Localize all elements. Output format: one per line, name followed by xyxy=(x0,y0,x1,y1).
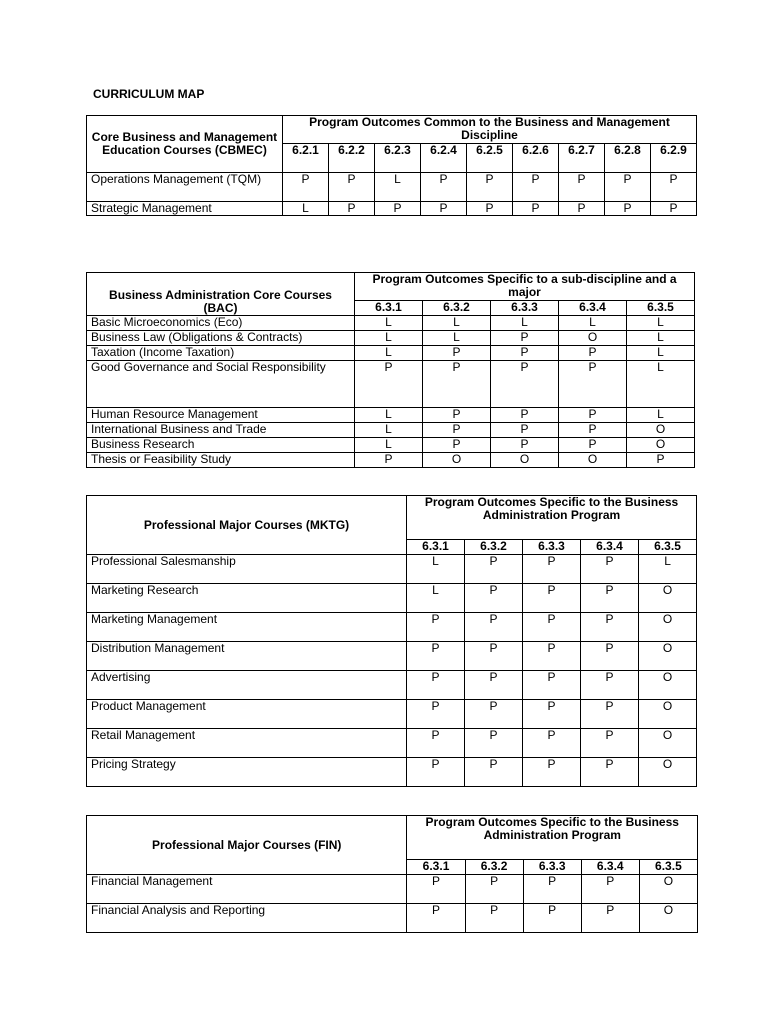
outcome-header: Program Outcomes Specific to the Business Administration Program xyxy=(407,496,697,540)
outcome-cell: L xyxy=(355,331,423,346)
col-header: 6.3.3 xyxy=(523,540,581,555)
outcome-cell: P xyxy=(329,202,375,216)
outcome-cell: P xyxy=(523,875,581,904)
fin-table xyxy=(86,815,698,933)
outcome-cell: O xyxy=(639,758,697,787)
course-name: Pricing Strategy xyxy=(87,758,407,787)
table-row xyxy=(87,584,697,613)
course-name: Marketing Research xyxy=(87,584,407,613)
outcome-cell: P xyxy=(605,202,651,216)
course-name: Operations Management (TQM) xyxy=(87,173,283,202)
outcome-cell: P xyxy=(465,671,523,700)
course-name: Good Governance and Social Responsibility xyxy=(87,361,355,408)
course-name: Marketing Management xyxy=(87,613,407,642)
outcome-cell: P xyxy=(465,875,523,904)
table-row xyxy=(87,361,695,408)
outcome-cell: P xyxy=(581,642,639,671)
bac-table xyxy=(86,272,695,468)
col-header: 6.3.1 xyxy=(407,540,465,555)
table-row xyxy=(87,671,697,700)
outcome-cell: P xyxy=(581,904,639,933)
outcome-cell: P xyxy=(423,361,491,408)
table-row xyxy=(87,173,697,202)
outcome-cell: P xyxy=(651,202,697,216)
outcome-cell: P xyxy=(523,584,581,613)
outcome-cell: P xyxy=(407,671,465,700)
course-header: Professional Major Courses (FIN) xyxy=(87,816,407,875)
outcome-cell: P xyxy=(627,453,695,468)
col-header: 6.2.1 xyxy=(283,144,329,173)
course-name: Retail Management xyxy=(87,729,407,758)
table-row xyxy=(87,453,695,468)
outcome-cell: P xyxy=(581,875,639,904)
table-row xyxy=(87,316,695,331)
outcome-cell: L xyxy=(407,584,465,613)
outcome-cell: P xyxy=(355,453,423,468)
course-name: Basic Microeconomics (Eco) xyxy=(87,316,355,331)
outcome-cell: L xyxy=(491,316,559,331)
outcome-cell: P xyxy=(581,758,639,787)
outcome-cell: P xyxy=(423,438,491,453)
outcome-cell: P xyxy=(407,904,465,933)
outcome-cell: P xyxy=(467,202,513,216)
outcome-cell: L xyxy=(423,316,491,331)
outcome-cell: P xyxy=(407,875,465,904)
outcome-cell: P xyxy=(491,346,559,361)
outcome-cell: P xyxy=(523,729,581,758)
outcome-cell: L xyxy=(627,361,695,408)
outcome-cell: L xyxy=(283,202,329,216)
outcome-cell: O xyxy=(559,453,627,468)
outcome-cell: O xyxy=(639,584,697,613)
outcome-cell: P xyxy=(465,904,523,933)
outcome-cell: O xyxy=(627,438,695,453)
course-name: Product Management xyxy=(87,700,407,729)
outcome-cell: L xyxy=(627,346,695,361)
table-row xyxy=(87,904,698,933)
outcome-cell: L xyxy=(355,408,423,423)
outcome-cell: P xyxy=(465,729,523,758)
course-name: Business Law (Obligations & Contracts) xyxy=(87,331,355,346)
col-header: 6.3.5 xyxy=(627,301,695,316)
col-header: 6.3.4 xyxy=(581,540,639,555)
outcome-cell: P xyxy=(559,408,627,423)
outcome-cell: P xyxy=(523,700,581,729)
outcome-cell: O xyxy=(639,729,697,758)
outcome-cell: P xyxy=(465,555,523,584)
outcome-cell: L xyxy=(627,316,695,331)
outcome-cell: P xyxy=(523,671,581,700)
outcome-cell: L xyxy=(375,173,421,202)
col-header: 6.2.5 xyxy=(467,144,513,173)
table-row xyxy=(87,642,697,671)
course-name: Advertising xyxy=(87,671,407,700)
outcome-cell: P xyxy=(407,700,465,729)
course-header: Core Business and Management Education Courses (CBMEC) xyxy=(87,116,283,173)
col-header: 6.3.2 xyxy=(423,301,491,316)
col-header: 6.3.5 xyxy=(639,860,697,875)
outcome-cell: L xyxy=(355,438,423,453)
outcome-cell: P xyxy=(491,361,559,408)
outcome-cell: O xyxy=(639,700,697,729)
outcome-cell: P xyxy=(465,584,523,613)
outcome-cell: P xyxy=(523,642,581,671)
outcome-cell: O xyxy=(639,671,697,700)
outcome-cell: O xyxy=(491,453,559,468)
outcome-cell: P xyxy=(523,555,581,584)
cbmec-table xyxy=(86,115,697,216)
outcome-cell: P xyxy=(491,438,559,453)
outcome-header: Program Outcomes Common to the Business and Management Discipline xyxy=(283,116,697,144)
outcome-cell: O xyxy=(627,423,695,438)
course-name: International Business and Trade xyxy=(87,423,355,438)
table-row xyxy=(87,346,695,361)
col-header: 6.2.4 xyxy=(421,144,467,173)
outcome-cell: P xyxy=(423,408,491,423)
outcome-cell: L xyxy=(627,331,695,346)
outcome-cell: P xyxy=(559,423,627,438)
col-header-label: 6.2.2 xyxy=(338,143,365,157)
table-row xyxy=(87,613,697,642)
col-header: 6.3.1 xyxy=(355,301,423,316)
outcome-cell: P xyxy=(375,202,421,216)
outcome-cell: P xyxy=(465,758,523,787)
table-row xyxy=(87,202,697,216)
outcome-cell: P xyxy=(467,173,513,202)
outcome-cell: P xyxy=(559,173,605,202)
outcome-cell: O xyxy=(639,904,697,933)
outcome-cell: P xyxy=(581,555,639,584)
outcome-header: Program Outcomes Specific to a sub-discipline and a major xyxy=(355,273,695,301)
outcome-cell: P xyxy=(559,346,627,361)
outcome-cell: P xyxy=(407,729,465,758)
col-header: 6.2.8 xyxy=(605,144,651,173)
outcome-cell: P xyxy=(491,408,559,423)
outcome-cell: P xyxy=(491,331,559,346)
outcome-cell: L xyxy=(355,346,423,361)
course-name: Business Research xyxy=(87,438,355,453)
table-row xyxy=(87,758,697,787)
outcome-cell: O xyxy=(423,453,491,468)
col-header: 6.2.9 xyxy=(651,144,697,173)
outcome-cell: P xyxy=(523,613,581,642)
outcome-cell: P xyxy=(523,758,581,787)
outcome-cell: L xyxy=(407,555,465,584)
outcome-cell: L xyxy=(355,316,423,331)
outcome-cell: O xyxy=(559,331,627,346)
col-header xyxy=(329,144,375,173)
outcome-cell: O xyxy=(639,613,697,642)
col-header: 6.3.1 xyxy=(407,860,465,875)
outcome-cell: P xyxy=(407,642,465,671)
outcome-cell: L xyxy=(355,423,423,438)
outcome-cell: P xyxy=(423,423,491,438)
col-header: 6.3.5 xyxy=(639,540,697,555)
course-name: Thesis or Feasibility Study xyxy=(87,453,355,468)
col-header: 6.2.7 xyxy=(559,144,605,173)
outcome-cell: P xyxy=(407,758,465,787)
outcome-cell: P xyxy=(407,613,465,642)
outcome-cell: L xyxy=(423,331,491,346)
table-row xyxy=(87,423,695,438)
page-title: CURRICULUM MAP xyxy=(93,87,205,101)
outcome-cell: P xyxy=(559,202,605,216)
outcome-cell: P xyxy=(329,173,375,202)
outcome-cell: P xyxy=(559,438,627,453)
outcome-cell: P xyxy=(513,173,559,202)
col-header: 6.3.3 xyxy=(523,860,581,875)
col-header: 6.3.2 xyxy=(465,540,523,555)
outcome-cell: P xyxy=(559,361,627,408)
table-row xyxy=(87,875,698,904)
outcome-cell: P xyxy=(651,173,697,202)
outcome-cell: P xyxy=(465,642,523,671)
mktg-table xyxy=(86,495,697,787)
outcome-cell: L xyxy=(639,555,697,584)
outcome-cell: P xyxy=(523,904,581,933)
table-row xyxy=(87,729,697,758)
course-name: Distribution Management xyxy=(87,642,407,671)
table-row xyxy=(87,408,695,423)
outcome-cell: P xyxy=(465,613,523,642)
outcome-cell: P xyxy=(491,423,559,438)
outcome-cell: L xyxy=(627,408,695,423)
outcome-cell: P xyxy=(513,202,559,216)
col-header: 6.2.3 xyxy=(375,144,421,173)
outcome-cell: P xyxy=(605,173,651,202)
table-row xyxy=(87,331,695,346)
outcome-cell: P xyxy=(283,173,329,202)
outcome-cell: P xyxy=(581,584,639,613)
course-name: Human Resource Management xyxy=(87,408,355,423)
col-header: 6.3.4 xyxy=(559,301,627,316)
course-header: Professional Major Courses (MKTG) xyxy=(87,496,407,555)
outcome-cell: P xyxy=(581,671,639,700)
outcome-cell: P xyxy=(581,613,639,642)
course-name: Financial Analysis and Reporting xyxy=(87,904,407,933)
course-name: Taxation (Income Taxation) xyxy=(87,346,355,361)
col-header: 6.2.6 xyxy=(513,144,559,173)
outcome-cell: O xyxy=(639,875,697,904)
outcome-cell: P xyxy=(581,700,639,729)
table-row xyxy=(87,438,695,453)
course-header: Business Administration Core Courses (BAC) xyxy=(87,273,355,316)
course-name: Professional Salesmanship xyxy=(87,555,407,584)
outcome-cell: O xyxy=(639,642,697,671)
outcome-header: Program Outcomes Specific to the Business Administration Program xyxy=(407,816,698,860)
outcome-cell: P xyxy=(581,729,639,758)
col-header: 6.3.4 xyxy=(581,860,639,875)
outcome-cell: L xyxy=(559,316,627,331)
col-header: 6.3.2 xyxy=(465,860,523,875)
outcome-cell: P xyxy=(465,700,523,729)
table-row xyxy=(87,555,697,584)
col-header: 6.3.3 xyxy=(491,301,559,316)
outcome-cell: P xyxy=(423,346,491,361)
outcome-cell: P xyxy=(355,361,423,408)
table-row xyxy=(87,700,697,729)
outcome-cell: P xyxy=(421,202,467,216)
course-name: Financial Management xyxy=(87,875,407,904)
outcome-cell: P xyxy=(421,173,467,202)
course-name: Strategic Management xyxy=(87,202,283,216)
